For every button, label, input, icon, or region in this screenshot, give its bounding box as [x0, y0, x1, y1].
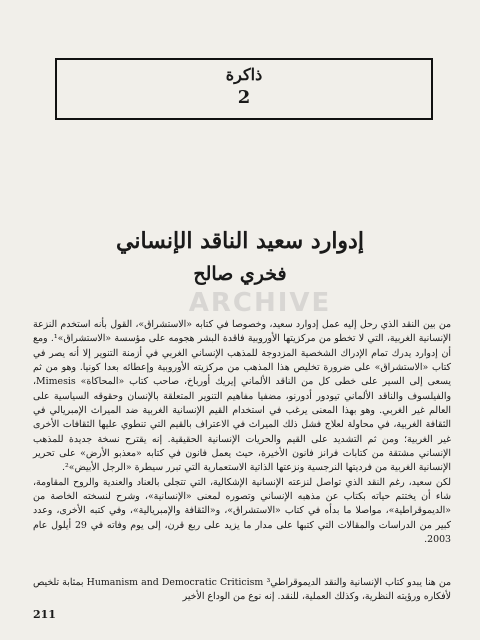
paragraph: لكن سعيد، رغم النقد الذي تواصل لنزعته الإنسانية الإشكالية، التي تتجلى بالعناد والعندية والروح المقاومة، شاء أن يختتم حياته بكتاب عن مذهبه الإنساني وتصوره لمعنى «الإنسانية»، وشرح لنسخته الخاصة من «الديموقراطية»، مواصلا ما بدأه في كتاب «الاستشراق»، و«الثقافة والإمبريالية»، وفي كتبه الأخرى، وعدد كبير من الدراسات والمقالات التي كتبها على مدار ما يزيد على ربع قرن، إلى يوم وفاته في 29 أيلول عام 2003.	[33, 476, 452, 546]
section-header-box	[55, 58, 433, 120]
article-author: فخري صالح	[193, 263, 287, 285]
page-number: 211	[33, 608, 56, 621]
closing-paragraph: من هنا يبدو كتاب الإنسانية والنقد الديموقراطي³ Humanism and Democratic Criticism بمثابة تلخيص لأفكاره ورؤيته النظرية، وكذلك العملية، للنقد. إنه نوع من الوداع الأخير	[33, 577, 451, 603]
section-label: ذاكرة	[225, 65, 263, 84]
article-body	[33, 318, 451, 548]
paragraph: من بين النقد الذي رحل إليه عمل إدوارد سعيد، وخصوصا في كتابه «الاستشراق»، القول بأنه استخدم النزعة الإنسانية الغربية، التي لا تخطو من مركزيتها الأوروبية فاقدة البشر هجومه على مؤسسة «الاستشراق»¹. ومع أن إدوارد يدرك تمام الإدراك الشخصية المزدوجة للمذهب الإنساني الغربي في أزمنة التنوير إلا أنه يصر في كتاب «الاستشراق» على ضرورة تخليص هذا المذهب من مركزيته الأوروبية وإعطائه بعدا كونيا. وهو من ثم يسعى إلى السير على خطى كل من الناقد الألماني إيريك أورباخ، صاحب كتاب «المحاكاة» Mimesis، والفيلسوف والناقد الألماني تيودور أدورنو، مضفيا مفاهيم التنوير المتعلقة بالإنسان وحقوقه السياسية على العالم غير الغربي. وهو بهذا المعنى يرغب في استخدام القيم الإنسانية الغربية ضد الميراث الإمبريالي في الثقافة الغربية، في محاولة لعلاج فشل ذلك الميراث في الاعتراف بالقيم التي تنطوي عليها الثقافات الأخرى غير الغربية؛ ومن ثم التشديد على القيم والحريات الإنسانية الحقيقية. إنه يقترح نسخة جديدة للمذهب الإنساني مشتقة من كتابات فرانز فانون الأخيرة، حيث يعمل فانون في كتابه «معذبو الأرض» على تحرير الإنسانية الغربية من فرديتها النرجسية ونزعتها الذاتية الاستعمارية التي تبرر سيطرة «الرجل الأبيض»².	[33, 319, 451, 474]
section-number: 2	[237, 87, 251, 108]
article-title: إدوارد سعيد الناقد الإنساني	[116, 228, 364, 254]
archive-watermark: ARCHIVE	[188, 288, 332, 318]
